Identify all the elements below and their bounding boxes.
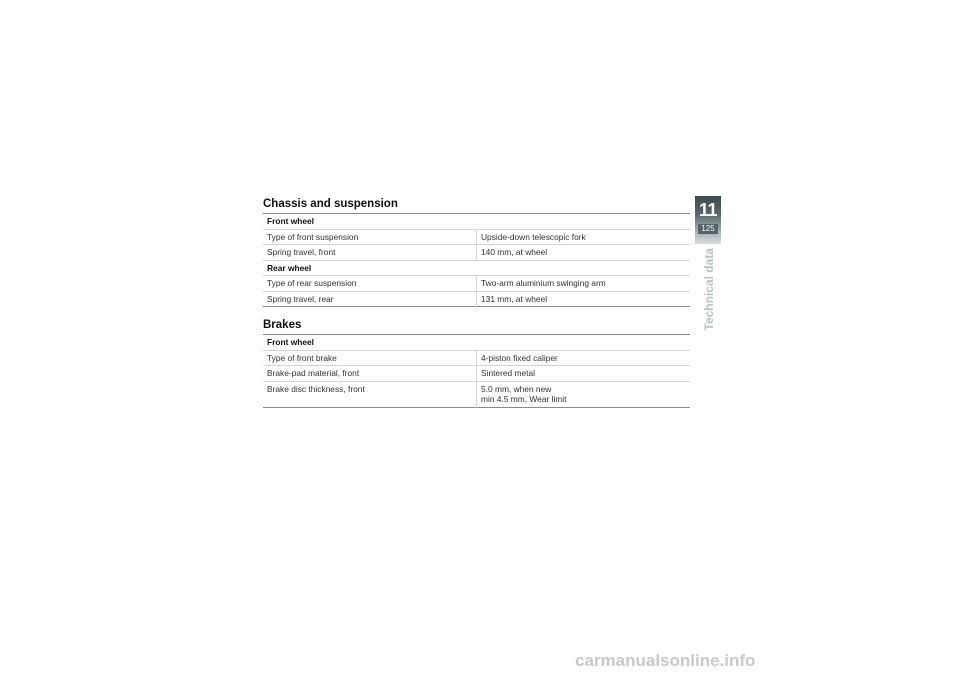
page-number: 125 [698,224,718,234]
spec-label: Type of rear suspension [263,276,477,292]
technical-data-content [263,195,690,408]
spec-label: Spring travel, rear [263,291,477,307]
front-wheel-heading: Front wheel [263,335,690,351]
brakes-section-title: Brakes [263,319,302,331]
table-row [263,291,690,307]
rear-wheel-heading: Rear wheel [263,260,690,276]
spec-label: Type of front suspension [263,229,477,245]
spec-label: Spring travel, front [263,245,477,261]
chapter-title: Technical data [702,248,716,331]
spec-label: Brake-pad material, front [263,366,477,382]
table-row [263,245,690,261]
front-wheel-heading: Front wheel [263,214,690,230]
table-row [263,381,690,407]
table-subheading [263,214,690,230]
table-subheading [263,335,690,351]
table-subheading [263,260,690,276]
spec-value: Sintered metal [477,366,691,382]
spec-label: Brake disc thickness, front [263,381,477,407]
table-row [263,350,690,366]
chapter-side-label [700,250,716,370]
spec-value: Upside-down telescopic fork [477,229,691,245]
spec-value: 5.0 mm, when new [481,383,552,394]
table-row [263,276,690,292]
spec-value: 140 mm, at wheel [477,245,691,261]
spec-value: Two-arm aluminium swinging arm [477,276,691,292]
brakes-table [263,334,690,408]
spec-value: 131 mm, at wheel [481,293,548,304]
spec-value-cell [477,381,691,407]
spec-value-wear-limit: min 4.5 mm, Wear limit [481,394,567,404]
spec-label: Type of front brake [263,350,477,366]
watermark: carmanualsonline.info [575,651,756,670]
spec-value: 4-piston fixed caliper [477,350,691,366]
table-row [263,229,690,245]
chapter-tab [695,196,721,244]
chassis-table [263,213,690,307]
chassis-section-title: Chassis and suspension [263,198,398,210]
chapter-number: 11 [698,200,718,220]
table-row [263,366,690,382]
